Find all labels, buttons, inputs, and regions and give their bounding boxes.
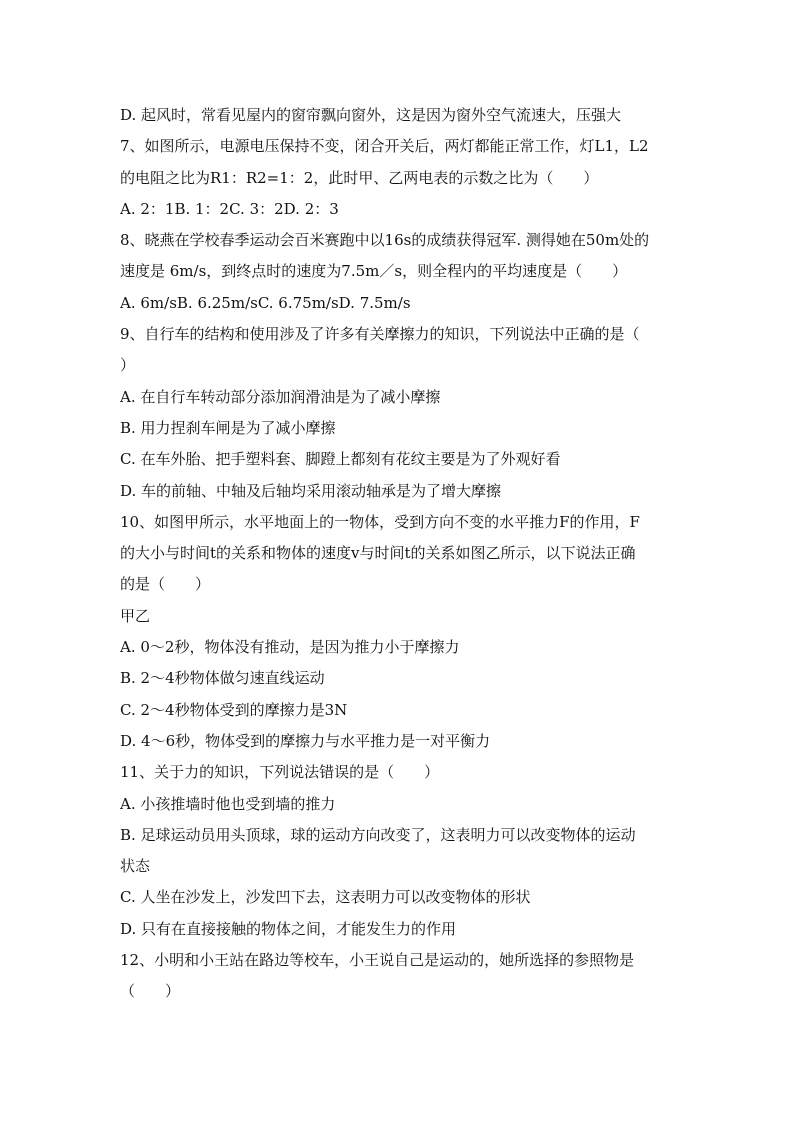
text-line: （ ）	[120, 982, 181, 1001]
text-line: D. 只有在直接接触的物体之间，才能发生力的作用	[120, 919, 457, 938]
text-line: 8、晓燕在学校春季运动会百米赛跑中以16s的成绩获得冠军. 测得她在50m处的	[120, 231, 650, 250]
text-line: D. 4～6秒，物体受到的摩擦力与水平推力是一对平衡力	[120, 731, 491, 750]
text-line: C. 人坐在沙发上，沙发凹下去，这表明力可以改变物体的形状	[120, 888, 531, 907]
text-line: A. 2：1B. 1：2C. 3：2D. 2：3	[120, 199, 339, 218]
text-line: A. 小孩推墙时他也受到墙的推力	[120, 794, 336, 813]
text-line: B. 2～4秒物体做匀速直线运动	[120, 669, 325, 688]
text-line: C. 在车外胎、把手塑料套、脚蹬上都刻有花纹主要是为了外观好看	[120, 450, 561, 469]
text-line: A. 6m/sB. 6.25m/sC. 6.75m/sD. 7.5m/s	[120, 293, 411, 312]
text-line: 速度是 6m/s，到终点时的速度为7.5m／s，则全程内的平均速度是（ ）	[120, 262, 628, 281]
text-line: A. 0～2秒，物体没有推动，是因为推力小于摩擦力	[120, 638, 460, 657]
text-line: B. 用力捏刹车闸是为了减小摩擦	[120, 418, 336, 437]
text-line: ）	[120, 356, 136, 375]
text-line: B. 足球运动员用头顶球，球的运动方向改变了，这表明力可以改变物体的运动	[120, 825, 636, 844]
text-line: 12、小明和小王站在路边等校车，小王说自己是运动的，她所选择的参照物是	[120, 951, 635, 970]
text-line: 9、自行车的结构和使用涉及了许多有关摩擦力的知识，下列说法中正确的是（	[120, 325, 640, 344]
text-line: 7、如图所示，电源电压保持不变，闭合开关后，两灯都能正常工作，灯L1，L2	[120, 137, 649, 156]
text-line: 的大小与时间t的关系和物体的速度v与时间t的关系如图乙所示，以下说法正确	[120, 544, 636, 563]
text-line: 状态	[120, 857, 151, 876]
text-line: D. 车的前轴、中轴及后轴均采用滚动轴承是为了增大摩擦	[120, 481, 502, 500]
text-line: A. 在自行车转动部分添加润滑油是为了减小摩擦	[120, 387, 441, 406]
text-line: D. 起风时，常看见屋内的窗帘飘向窗外，这是因为窗外空气流速大，压强大	[120, 106, 622, 124]
text-line: 甲乙	[120, 606, 151, 625]
text-line: C. 2～4秒物体受到的摩擦力是3N	[120, 700, 348, 719]
text-line: 的是（ ）	[120, 575, 211, 594]
text-line: 11、关于力的知识，下列说法错误的是（ ）	[120, 763, 440, 782]
text-line: 的电阻之比为R1：R2=1：2，此时甲、乙两电表的示数之比为（ ）	[120, 168, 599, 187]
text-line: 10、如图甲所示，水平地面上的一物体，受到方向不变的水平推力F的作用，F	[120, 512, 640, 531]
document-page	[120, 100, 680, 1008]
